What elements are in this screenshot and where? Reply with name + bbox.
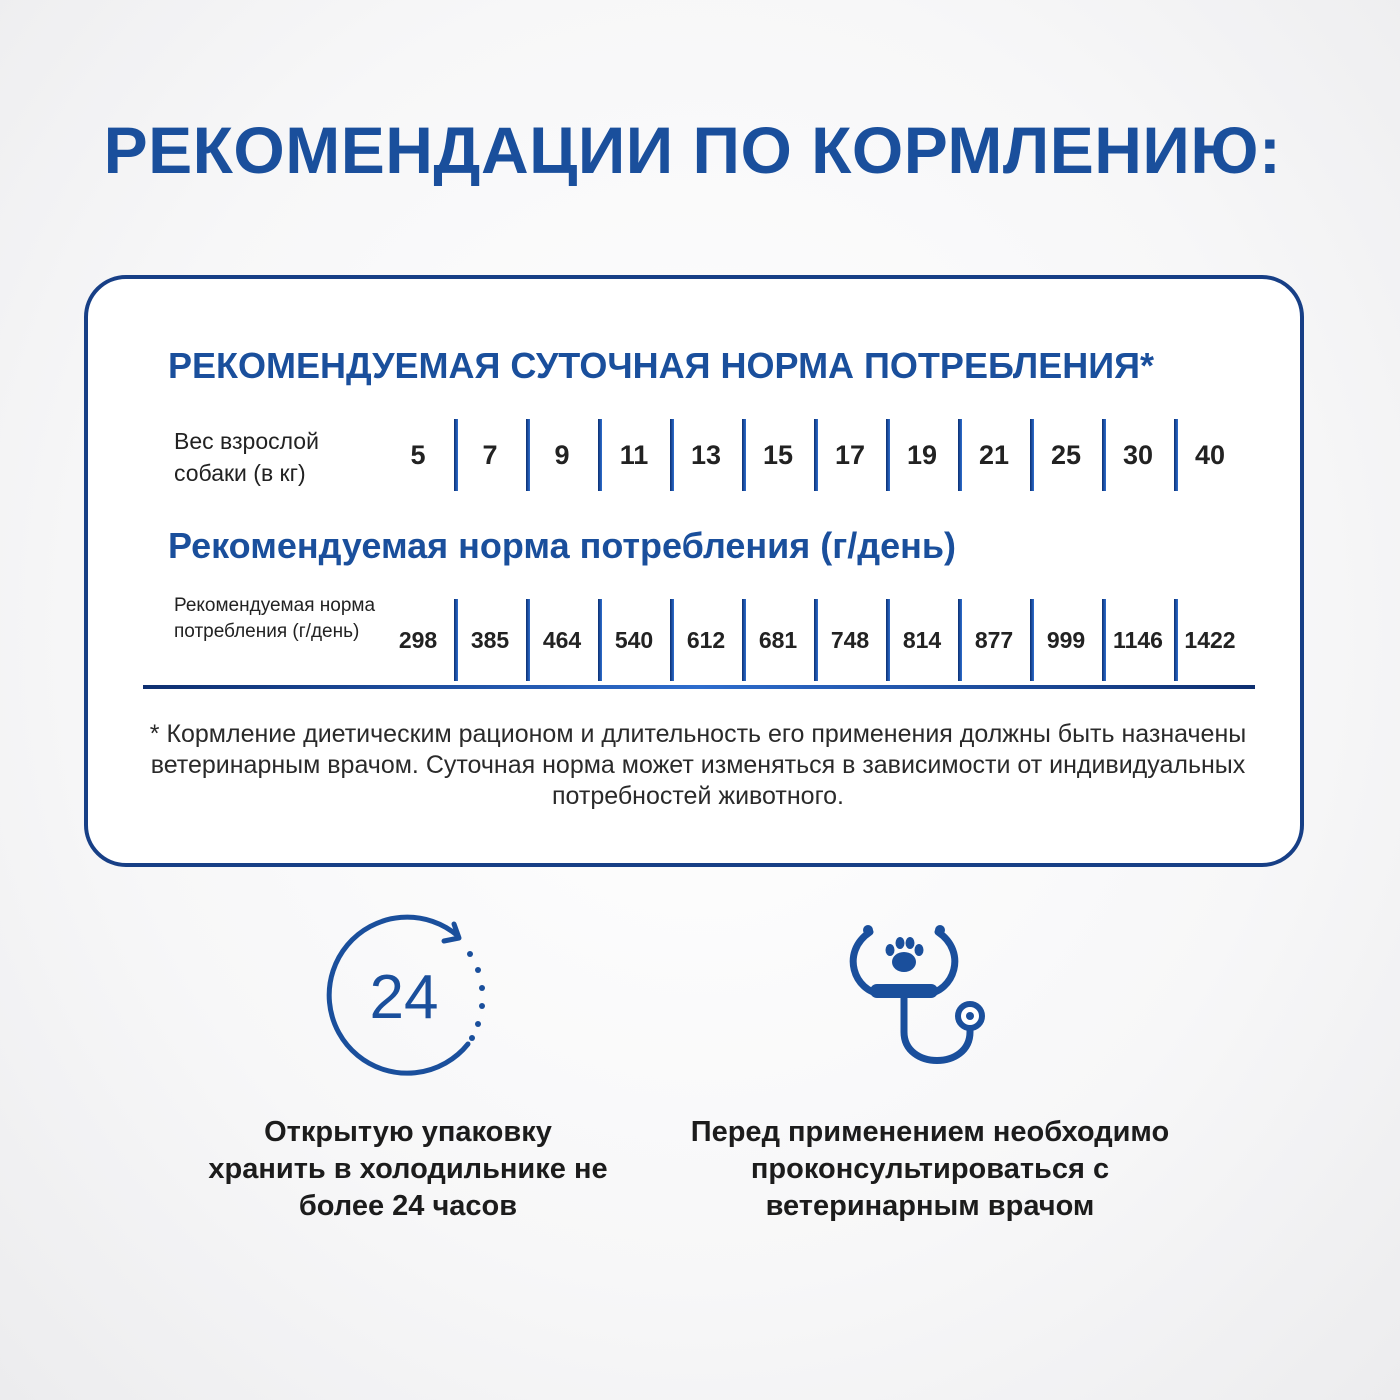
- vet-note: [680, 1114, 1180, 1225]
- weight-cell: 25: [1030, 419, 1102, 491]
- norm-cell: 540: [598, 599, 670, 681]
- clock-24-label: 24: [369, 963, 439, 1032]
- norm-row: [382, 599, 1246, 681]
- weight-cell: 5: [410, 439, 426, 470]
- weight-cell: 11: [598, 419, 670, 491]
- norm-cell: 877: [958, 599, 1030, 681]
- weight-cell: 19: [886, 419, 958, 491]
- norm-cell: 1146: [1102, 599, 1174, 681]
- norm-cell: 999: [1030, 599, 1102, 681]
- storage-note-text: Открытую упаковку хранить в холодильнике не более 24 часов: [208, 1116, 608, 1222]
- norm-cell: 748: [814, 599, 886, 681]
- weight-cell: 30: [1102, 419, 1174, 491]
- weight-cell: 21: [958, 419, 1030, 491]
- norm-row-label: Рекомендуемая норма потребления (г/день): [174, 595, 376, 642]
- vet-note-text: Перед применением необходимо проконсультироваться с ветеринарным врачом: [690, 1116, 1170, 1222]
- page-title: РЕКОМЕНДАЦИИ ПО КОРМЛЕНИЮ:: [103, 113, 1282, 187]
- norm-cell: 681: [742, 599, 814, 681]
- norm-cell: 814: [886, 599, 958, 681]
- feeding-table-panel: [84, 275, 1304, 867]
- weight-cell: 9: [526, 419, 598, 491]
- stethoscope-paw-icon: [840, 912, 1000, 1082]
- paw-icon: [886, 937, 924, 972]
- clock-24-icon: [318, 912, 498, 1082]
- storage-note: [158, 1114, 658, 1225]
- norm-cell: 464: [526, 599, 598, 681]
- footnote: * Кормление диетическим рационом и длительность его применения должны быть назначены ветеринарным врачом. Суточная норма может изменяться в зависимости от индивидуальных потребностей животного.: [149, 720, 1247, 810]
- weight-row: [382, 419, 1246, 491]
- panel-title: РЕКОМЕНДУЕМАЯ СУТОЧНАЯ НОРМА ПОТРЕБЛЕНИЯ*: [168, 345, 1154, 386]
- weight-cell: 13: [670, 419, 742, 491]
- norm-cell: 1422: [1174, 599, 1246, 681]
- panel-subtitle: Рекомендуемая норма потребления (г/день): [168, 525, 956, 566]
- table-divider: [143, 685, 1255, 689]
- weight-cell: 15: [742, 419, 814, 491]
- weight-row-label: Вес взрослой собаки (в кг): [174, 428, 319, 486]
- weight-cell: 7: [454, 419, 526, 491]
- weight-cell: 40: [1174, 419, 1246, 491]
- norm-cell: 385: [454, 599, 526, 681]
- weight-cell: 17: [814, 419, 886, 491]
- norm-cell: 298: [398, 626, 438, 653]
- norm-cell: 612: [670, 599, 742, 681]
